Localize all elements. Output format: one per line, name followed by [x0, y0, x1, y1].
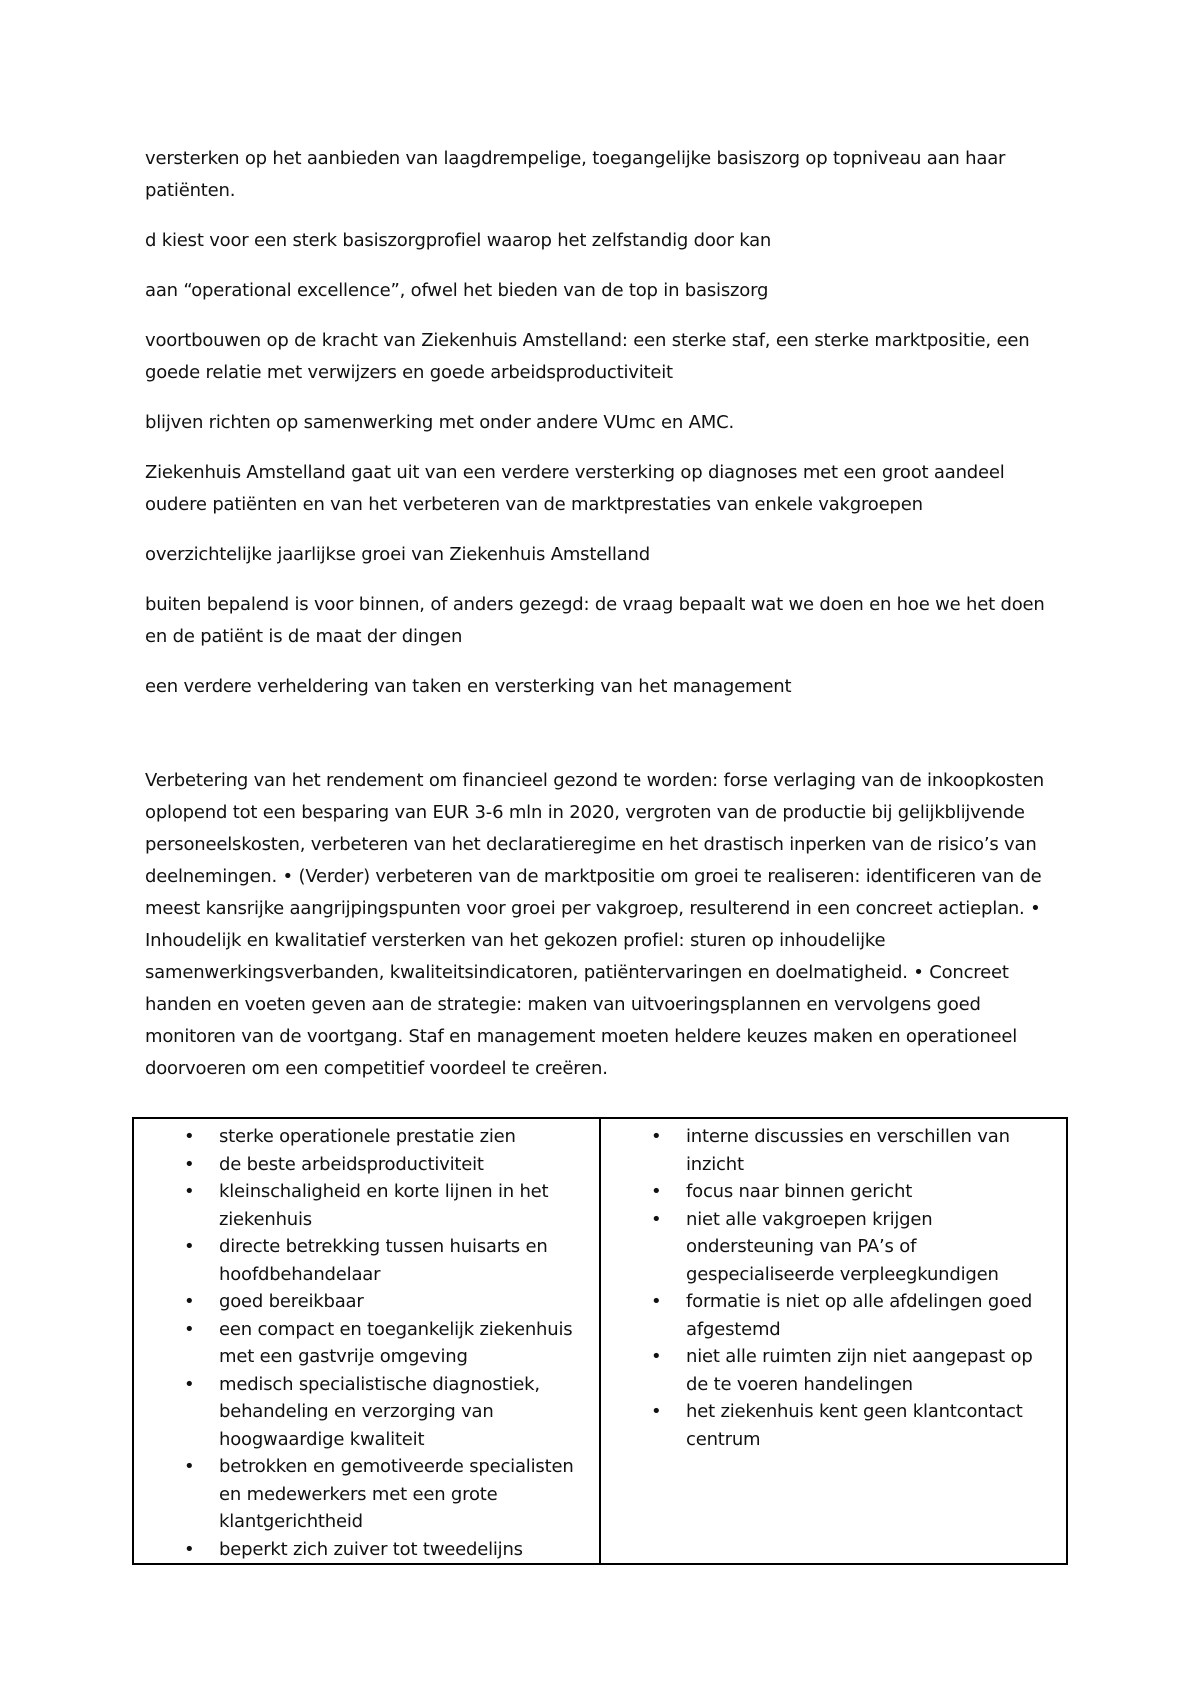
list-item: • focus naar binnen gericht [601, 1178, 1058, 1206]
list-item: • goed bereikbaar [134, 1288, 591, 1316]
document-page [145, 143, 1065, 1085]
paragraph-8: buiten bepalend is voor binnen, of anders gezegd: de vraag bepaalt wat we doen en hoe we het doen en de patiënt is de maat der dingen [145, 594, 1045, 647]
list-item: • medisch specialistische diagnostiek, behandeling en verzorging van hoogwaardige kwaliteit [134, 1371, 591, 1454]
list-item: • kleinschaligheid en korte lijnen in het ziekenhuis [134, 1178, 591, 1233]
list-item: • formatie is niet op alle afdelingen goed afgestemd [601, 1288, 1058, 1343]
paragraph-7: overzichtelijke jaarlijkse groei van Ziekenhuis Amstelland [145, 544, 650, 565]
paragraph-5: blijven richten op samenwerking met onder andere VUmc en AMC. [145, 412, 734, 433]
list-item: • een compact en toegankelijk ziekenhuis met een gastvrije omgeving [134, 1316, 591, 1371]
strengths-cell [133, 1118, 600, 1564]
list-item: • sterke operationele prestatie zien [134, 1123, 591, 1151]
list-item: • niet alle ruimten zijn niet aangepast op de te voeren handelingen [601, 1343, 1058, 1398]
list-item: • beperkt zich zuiver tot tweedelijns [134, 1536, 591, 1564]
paragraph-6: Ziekenhuis Amstelland gaat uit van een verdere versterking op diagnoses met een groot aandeel oudere patiënten en van het verbeteren van de marktprestaties van enkele vakgroepen [145, 462, 1005, 515]
paragraph-1: versterken op het aanbieden van laagdrempelige, toegangelijke basiszorg op topniveau aan haar patiënten. [145, 148, 1006, 201]
strengths-weaknesses-table [132, 1117, 1068, 1565]
list-item: • interne discussies en verschillen van inzicht [601, 1123, 1058, 1178]
weaknesses-list [601, 1123, 1058, 1453]
paragraph-9: een verdere verheldering van taken en versterking van het management [145, 676, 792, 697]
strengths-list [134, 1123, 591, 1563]
paragraph-3: aan “operational excellence”, ofwel het bieden van de top in basiszorg [145, 280, 769, 301]
list-item: • het ziekenhuis kent geen klantcontact centrum [601, 1398, 1058, 1453]
paragraph-2: d kiest voor een sterk basiszorgprofiel waarop het zelfstandig door kan [145, 230, 772, 251]
list-item: • niet alle vakgroepen krijgen ondersteuning van PA’s of gespecialiseerde verpleegkundigen [601, 1206, 1058, 1289]
list-item: • directe betrekking tussen huisarts en hoofdbehandelaar [134, 1233, 591, 1288]
weaknesses-cell [600, 1118, 1067, 1564]
list-item: • de beste arbeidsproductiviteit [134, 1151, 591, 1179]
paragraph-4: voortbouwen op de kracht van Ziekenhuis Amstelland: een sterke staf, een sterke marktpositie, een goede relatie met verwijzers en goede arbeidsproductiviteit [145, 330, 1030, 383]
paragraph-strategy: Verbetering van het rendement om financieel gezond te worden: forse verlaging van de inkoopkosten oplopend tot een besparing van EUR 3-6 mln in 2020, vergroten van de productie bij gelijkblijvende personeelskosten, verbeteren van het declaratieregime en het drastisch inperken van de risico’s van deelnemingen. • (Verder) verbeteren van de marktpositie om groei te realiseren: identificeren van de meest kansrijke aangrijpingspunten voor groei per vakgroep, resulterend in een concreet actieplan. • Inhoudelijk en kwalitatief versterken van het gekozen profiel: sturen op inhoudelijke samenwerkingsverbanden, kwaliteitsindicatoren, patiëntervaringen en doelmatigheid. • Concreet handen en voeten geven aan de strategie: maken van uitvoeringsplannen en vervolgens goed monitoren van de voortgang. Staf en management moeten heldere keuzes maken en operationeel doorvoeren om een competitief voordeel te creëren. [145, 770, 1044, 1079]
list-item: • betrokken en gemotiveerde specialisten en medewerkers met een grote klantgerichtheid [134, 1453, 591, 1536]
